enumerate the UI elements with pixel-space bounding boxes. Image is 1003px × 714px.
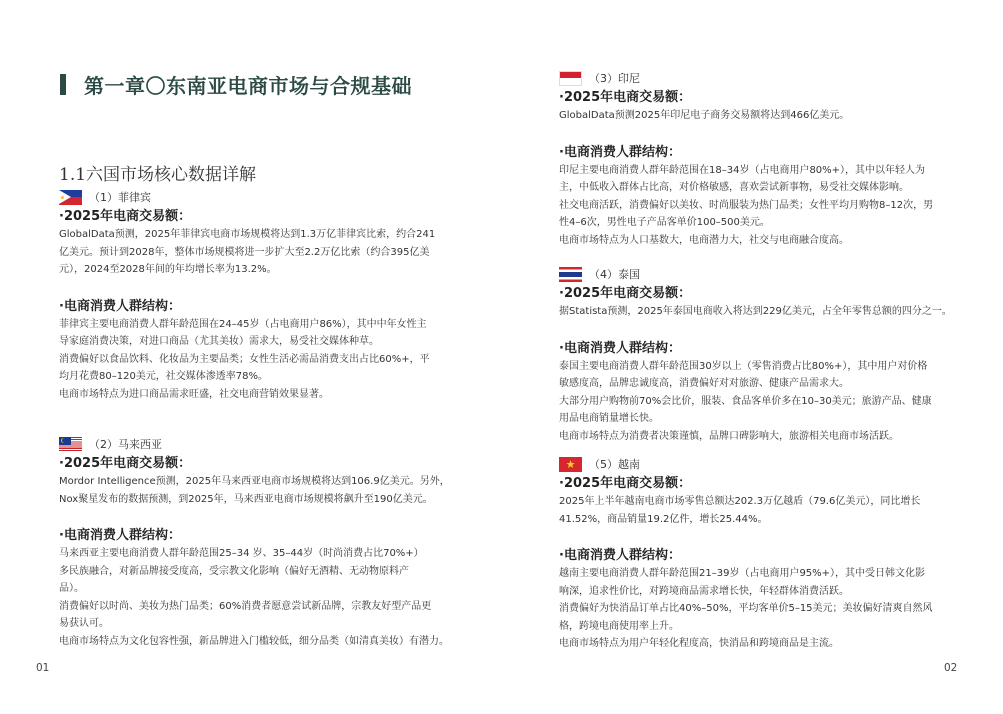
paragraph-line: 越南主要电商消费人群年龄范围21–39岁（占电商用户95%+），其中受日韩文化影: [559, 568, 926, 579]
paragraph-line: 消费偏好以时尚、美妆为热门品类；60%消费者愿意尝试新品牌，宗教友好型产品更: [59, 600, 432, 612]
country-block-vietnam: [559, 455, 959, 653]
country-name: （3）印尼: [589, 72, 640, 85]
page-left: [0, 0, 501, 714]
paragraph-line: 社交电商活跃，消费偏好以美妆、时尚服装为热门品类；女性平均月购物8–12次，男: [559, 199, 934, 211]
page-number-right: 02: [944, 662, 958, 674]
paragraph-line: 多民族融合，对新品牌接受度高，受宗教文化影响（偏好无酒精、无动物原料产: [59, 565, 409, 577]
vietnam-flag-icon: ★: [559, 457, 582, 472]
country-block-thailand: [559, 265, 959, 445]
paragraph-line: 用品电商销量增长快。: [559, 413, 659, 424]
paragraph-line: 电商市场特点为进口商品需求旺盛，社交电商营销效果显著。: [59, 388, 329, 400]
consumer-heading: ·电商消费人群结构：: [59, 528, 181, 543]
indonesia-flag-icon: [559, 71, 582, 86]
transaction-heading: ·2025年电商交易额：: [59, 456, 192, 471]
paragraph-line: 41.52%，商品销量19.2亿件，增长25.44%。: [559, 513, 768, 525]
chapter-accent-bar: [60, 74, 66, 95]
consumer-heading: ·电商消费人群结构：: [559, 548, 681, 563]
paragraph-line: 均月花费80–120美元，社交媒体渗透率78%。: [59, 371, 269, 382]
thailand-flag-icon: [559, 267, 582, 282]
paragraph-line: 导家庭消费决策，对进口商品（尤其美妆）需求大，易受社交媒体种草。: [59, 336, 379, 347]
section-title: 1.1六国市场核心数据详解: [59, 165, 257, 185]
country-block-indonesia: [559, 69, 959, 249]
country-header: [559, 265, 959, 283]
country-name: （5）越南: [589, 458, 640, 471]
paragraph-line: 泰国主要电商消费人群年龄范围30岁以上（零售消费占比80%+），其中用户对价格: [559, 360, 928, 372]
transaction-heading: ·2025年电商交易额：: [59, 209, 192, 224]
country-name: （4）泰国: [589, 268, 640, 281]
consumer-heading: ·电商消费人群结构：: [559, 340, 681, 356]
paragraph-line: 格，跨境电商使用率上升。: [559, 620, 679, 632]
consumer-heading: ·电商消费人群结构：: [559, 144, 681, 160]
country-header: [559, 455, 959, 473]
country-block-malaysia: [59, 435, 459, 650]
paragraph-line: 2025年上半年越南电商市场零售总额达202.3万亿越盾（79.6亿美元），同比增长: [559, 496, 921, 507]
paragraph-line: Nox聚星发布的数据预测，到2025年，马来西亚电商市场规模将飙升至190亿美元。: [59, 493, 433, 505]
paragraph-line: 大部分用户购物前70%会比价，服装、食品客单价多在10–30美元；旅游产品、健康: [559, 395, 932, 407]
paragraph-line: 电商市场特点为用户年轻化程度高，快消品和跨境商品是主流。: [559, 638, 839, 649]
chapter-title: 第一章〇东南亚电商市场与合规基础: [84, 74, 412, 98]
country-block-philippines: [59, 188, 459, 403]
paragraph-line: 易获认可。: [59, 618, 109, 629]
paragraph-line: 菲律宾主要电商消费人群年龄范围在24–45岁（占电商用户86%），其中中年女性主: [59, 318, 427, 330]
country-name: （2）马来西亚: [89, 438, 162, 451]
country-header: [559, 69, 959, 87]
paragraph-line: 印尼主要电商消费人群年龄范围在18–34岁（占电商用户80%+），其中以年轻人为: [559, 164, 926, 176]
transaction-heading: ·2025年电商交易额：: [559, 286, 692, 301]
paragraph-line: 性4–6次，男性电子产品客单价100–500美元。: [559, 217, 770, 228]
transaction-heading: ·2025年电商交易额：: [559, 90, 692, 105]
paragraph-line: 电商市场特点为文化包容性强，新品牌进入门槛较低，细分品类（如清真美妆）有潜力。: [59, 635, 449, 647]
paragraph-line: 据Statista预测，2025年泰国电商收入将达到229亿美元，占全年零售总额的四分之一。: [559, 306, 952, 317]
paragraph-line: 电商市场特点为消费者决策谨慎，品牌口碑影响大，旅游相关电商市场活跃。: [559, 430, 899, 442]
country-header: [59, 188, 459, 206]
malaysia-flag-icon: [59, 437, 82, 452]
chapter-heading: [60, 70, 412, 99]
paragraph-line: GlobalData预测，2025年菲律宾电商市场规模将达到1.3万亿菲律宾比索，约合241: [59, 229, 436, 240]
paragraph-line: 马来西亚主要电商消费人群年龄范围25–34 岁、35–44岁（时尚消费占比70%+）: [59, 548, 424, 559]
paragraph-line: Mordor Intelligence预测，2025年马来西亚电商市场规模将达到106.9亿美元。另外，: [59, 476, 450, 487]
paragraph-line: 元），2024至2028年间的年均增长率为13.2%。: [59, 264, 277, 275]
transaction-heading: ·2025年电商交易额：: [559, 476, 692, 491]
philippines-flag-icon: [59, 190, 82, 205]
paragraph-line: 消费偏好为快消品订单占比40%–50%，平均客单价5–15美元；美妆偏好清爽自然风: [559, 603, 933, 614]
paragraph-line: 亿美元。预计到2028年，整体市场规模将进一步扩大至2.2万亿比索（约合395亿美: [59, 246, 430, 258]
page-right: [502, 0, 1003, 714]
country-header: [59, 435, 459, 453]
country-name: （1）菲律宾: [89, 191, 151, 204]
paragraph-line: 电商市场特点为人口基数大，电商潜力大，社交与电商融合度高。: [559, 234, 849, 246]
paragraph-line: 主，中低收入群体占比高，对价格敏感，喜欢尝试新事物，易受社交媒体影响。: [559, 182, 909, 193]
paragraph-line: 品）。: [59, 583, 84, 594]
paragraph-line: 响深，追求性价比，对跨境商品需求增长快，年轻群体消费活跃。: [559, 585, 849, 597]
paragraph-line: 敏感度高，品牌忠诚度高，消费偏好对对旅游、健康产品需求大。: [559, 378, 849, 389]
paragraph-line: GlobalData预测2025年印尼电子商务交易额将达到466亿美元。: [559, 110, 850, 121]
consumer-heading: ·电商消费人群结构：: [59, 298, 181, 314]
paragraph-line: 消费偏好以食品饮料、化妆品为主要品类；女性生活必需品消费支出占比60%+，平: [59, 353, 430, 365]
page-number-left: 01: [36, 662, 50, 674]
